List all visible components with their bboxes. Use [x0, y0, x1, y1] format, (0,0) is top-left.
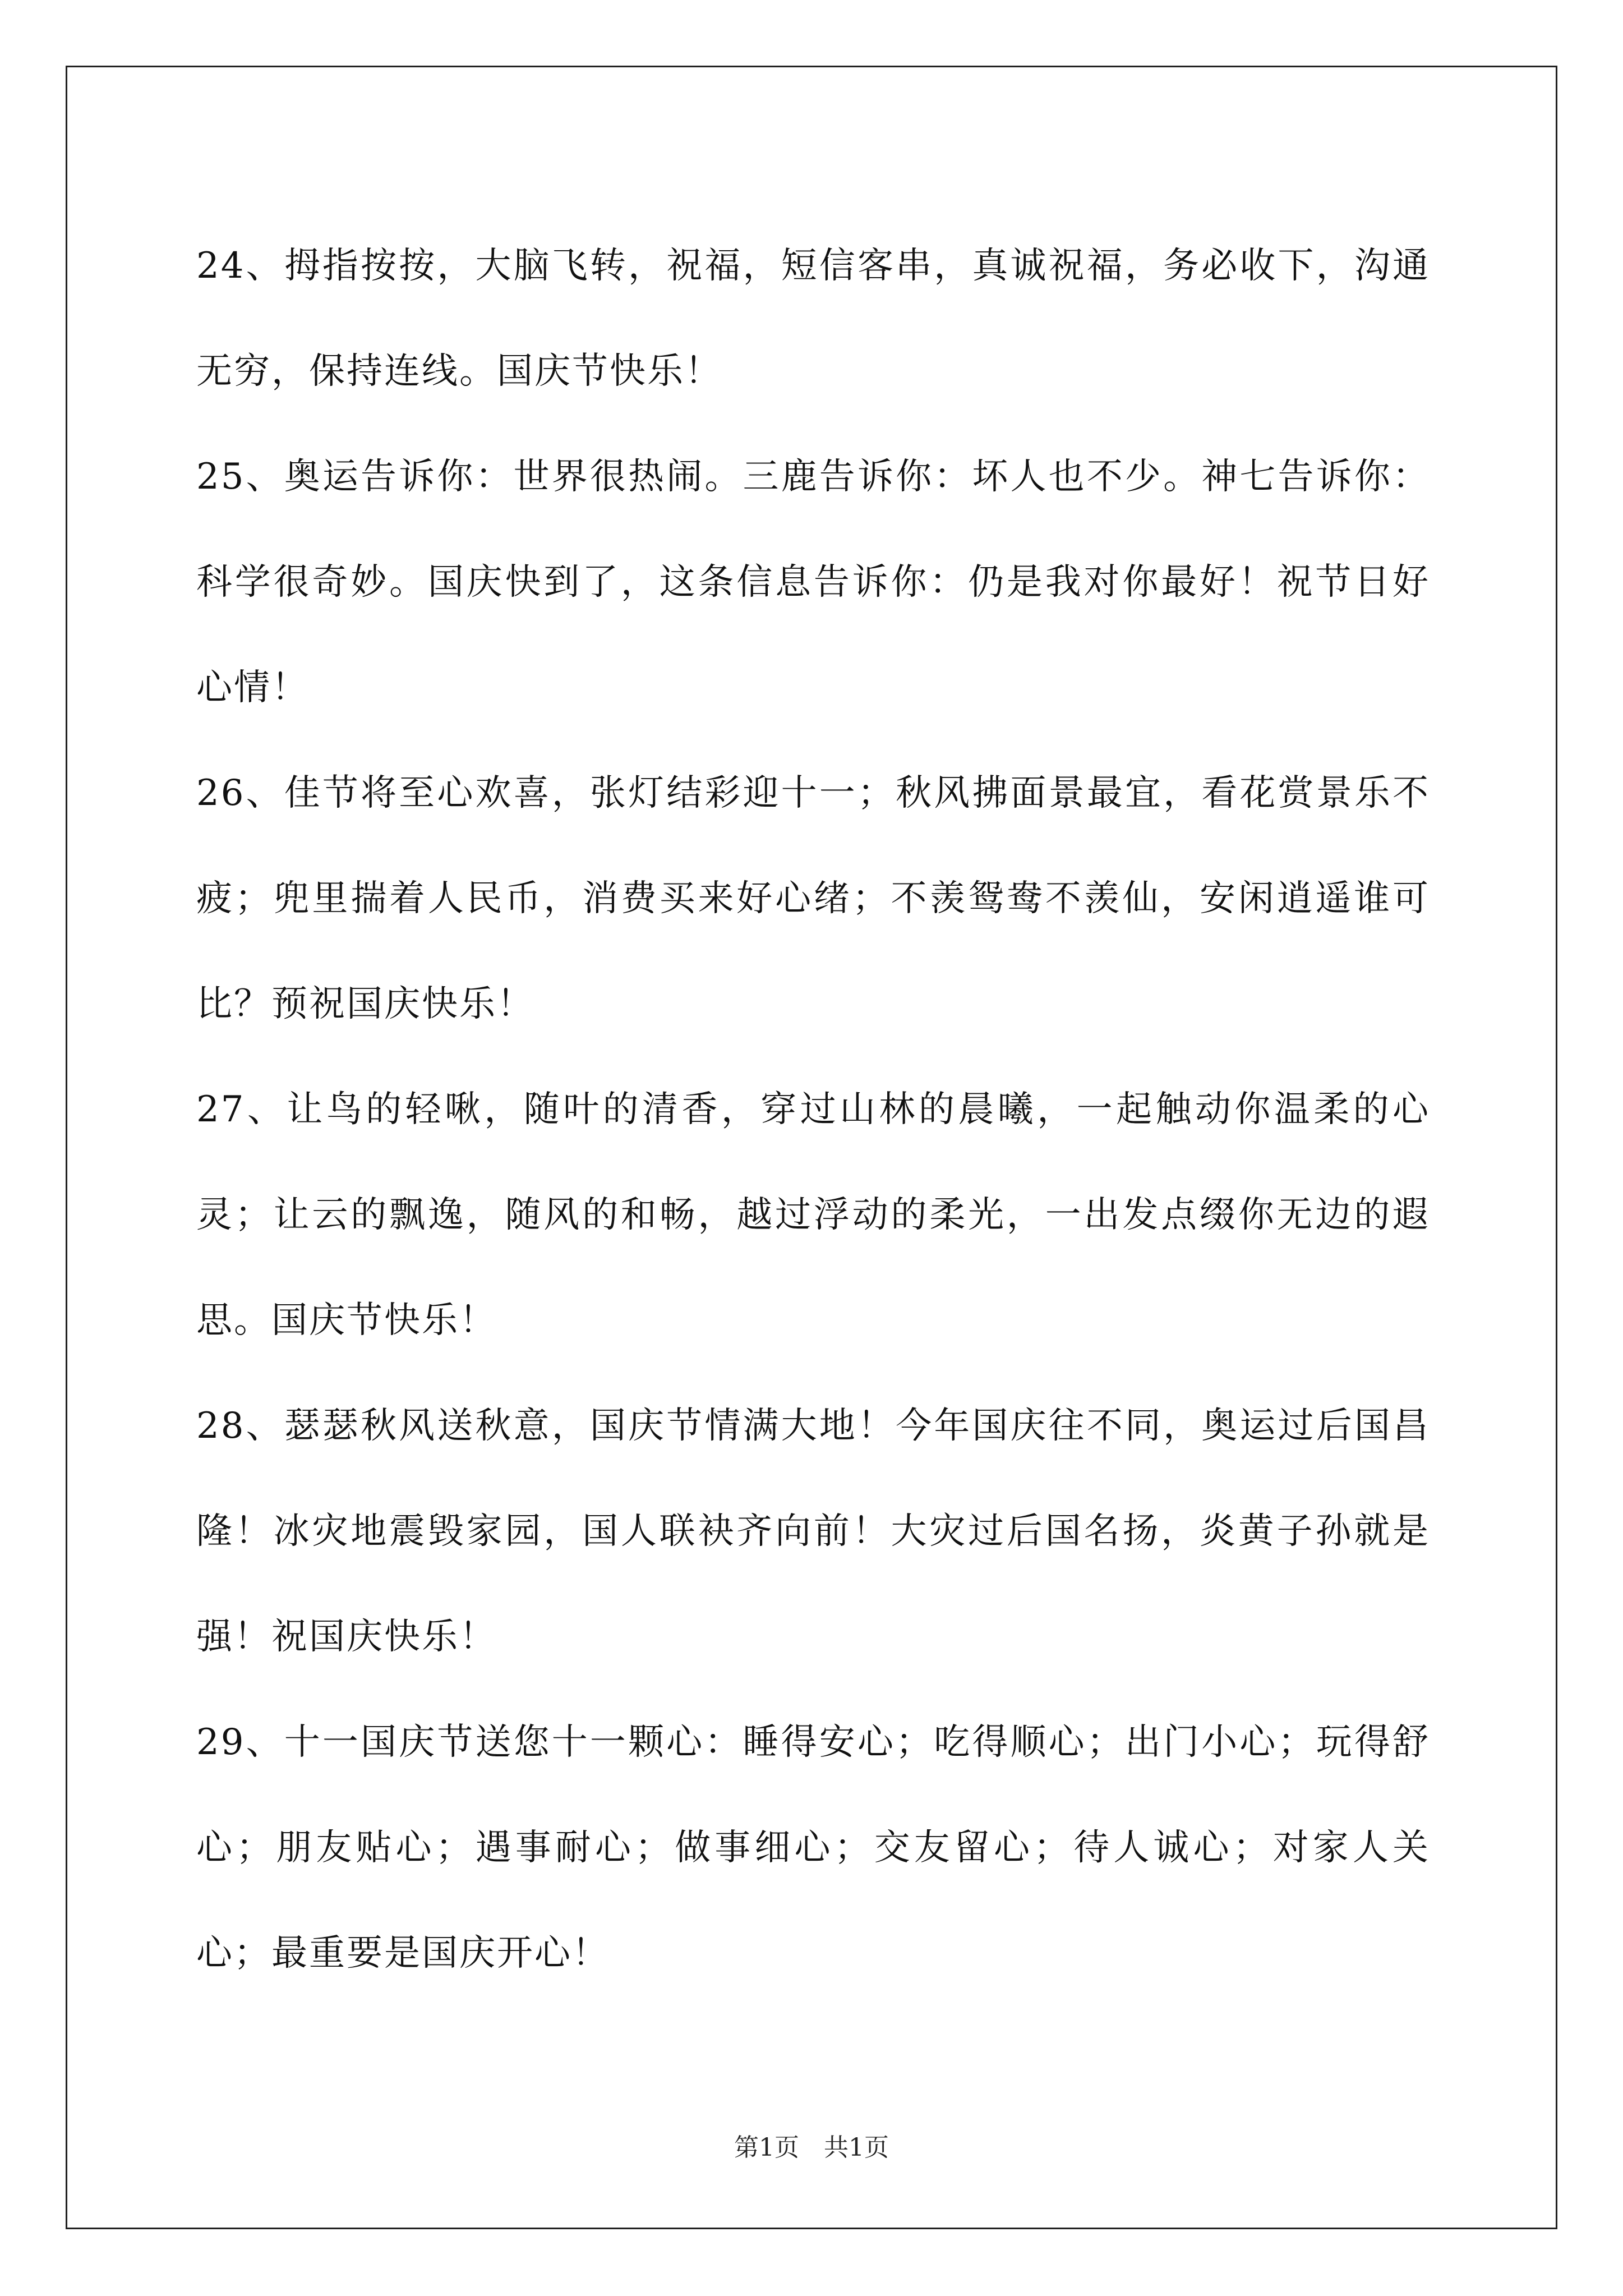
greeting-entry-28: 28、瑟瑟秋风送秋意，国庆节情满大地！今年国庆往不同，奥运过后国昌隆！冰灾地震毁家园，国人联袂齐向前！大灾过后国名扬，炎黄子孙就是强！祝国庆快乐！ — [196, 1405, 1430, 1658]
greeting-entry-24: 24、拇指按按，大脑飞转，祝福，短信客串，真诚祝福，务必收下，沟通无穷，保持连线。国庆节快乐！ — [196, 245, 1430, 392]
document-body — [196, 213, 1430, 2006]
greeting-entry-27: 27、让鸟的轻啾，随叶的清香，穿过山林的晨曦，一起触动你温柔的心灵；让云的飘逸，随风的和畅，越过浮动的柔光，一出发点缀你无边的遐思。国庆节快乐！ — [196, 1089, 1430, 1341]
greeting-entry-29: 29、十一国庆节送您十一颗心：睡得安心；吃得顺心；出门小心；玩得舒心；朋友贴心；遇事耐心；做事细心；交友留心；待人诚心；对家人关心；最重要是国庆开心！ — [196, 1722, 1430, 1974]
greeting-entry-25: 25、奥运告诉你：世界很热闹。三鹿告诉你：坏人也不少。神七告诉你：科学很奇妙。国庆快到了，这条信息告诉你：仍是我对你最好！祝节日好心情！ — [196, 456, 1430, 708]
greeting-entry-26: 26、佳节将至心欢喜，张灯结彩迎十一；秋风拂面景最宜，看花赏景乐不疲；兜里揣着人民币，消费买来好心绪；不羡鸳鸯不羡仙，安闲逍遥谁可比？预祝国庆快乐！ — [196, 772, 1430, 1025]
page-number-footer: 第1页 共1页 — [734, 2133, 889, 2162]
